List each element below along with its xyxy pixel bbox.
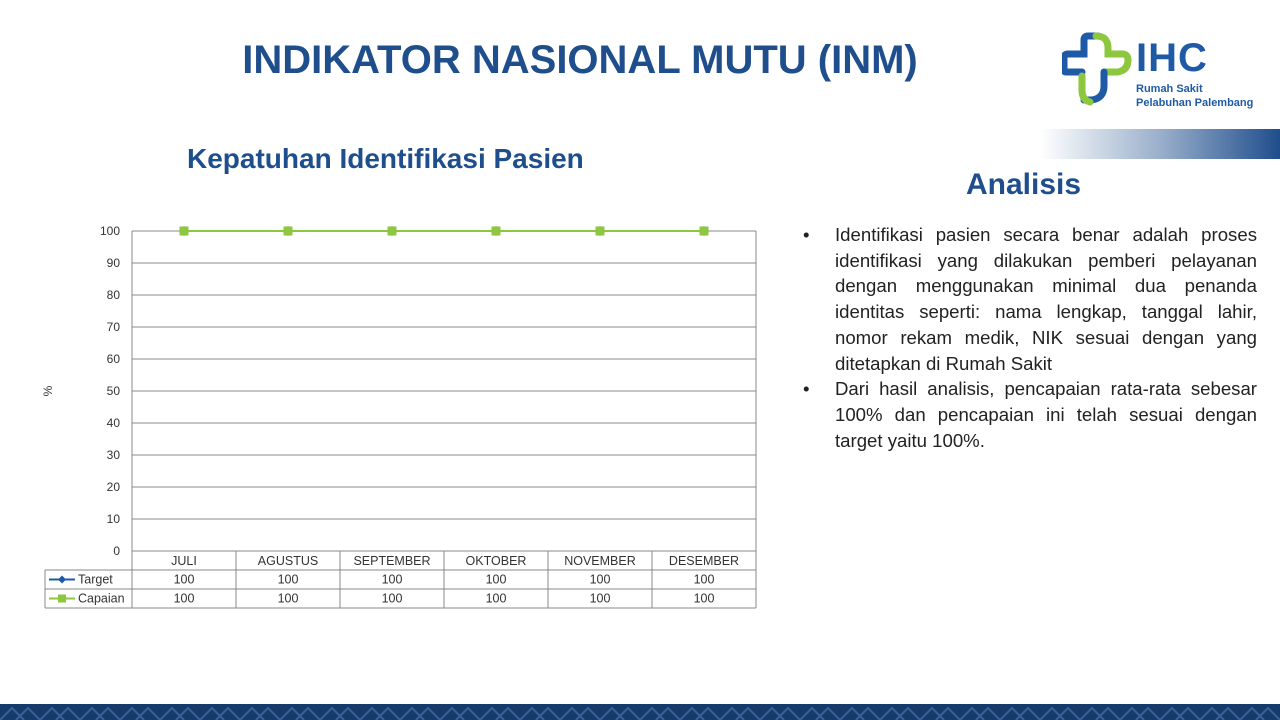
logo-name: IHC — [1136, 36, 1208, 80]
table-cell-value: 100 — [693, 572, 715, 587]
x-tick-label: OKTOBER — [465, 554, 527, 568]
x-tick-label: AGUSTUS — [257, 554, 319, 568]
x-tick-label: NOVEMBER — [564, 554, 636, 568]
data-point — [180, 227, 189, 236]
hospital-logo — [1062, 32, 1272, 116]
y-tick-label: 90 — [106, 256, 120, 270]
table-cell-value: 100 — [693, 591, 715, 606]
y-axis-label: % — [41, 385, 55, 397]
analysis-list — [803, 222, 1257, 453]
table-cell-value: 100 — [277, 572, 299, 587]
table-cell-value: 100 — [173, 591, 195, 606]
table-cell-value: 100 — [381, 591, 403, 606]
y-tick-label: 100 — [99, 224, 120, 238]
table-cell-value: 100 — [589, 572, 611, 587]
footer-pattern — [0, 704, 1280, 720]
y-tick-label: 50 — [106, 384, 120, 398]
chart-title: Kepatuhan Identifikasi Pasien — [187, 143, 584, 174]
x-tick-label: DESEMBER — [668, 554, 740, 568]
logo-cross-icon — [1062, 32, 1132, 106]
y-tick-label: 40 — [106, 416, 120, 430]
table-cell-value: 100 — [173, 572, 195, 587]
footer-band — [0, 704, 1280, 720]
data-point — [700, 227, 709, 236]
y-tick-label: 60 — [106, 352, 120, 366]
y-tick-label: 10 — [106, 512, 120, 526]
data-point — [492, 227, 501, 236]
analysis-point-2: • Dari hasil analisis, pencapaian rata-rata sebesar 100% dan pencapaian ini telah sesuai dengan target yaitu 100%. — [803, 376, 1257, 453]
legend-marker — [58, 595, 66, 603]
data-point — [388, 227, 397, 236]
y-tick-label: 20 — [106, 480, 120, 494]
y-tick-label: 30 — [106, 448, 120, 462]
data-point — [596, 227, 605, 236]
logo-subtitle-2: Pelabuhan Palembang — [1136, 97, 1254, 109]
legend-label: Capaian — [78, 591, 125, 606]
table-cell-value: 100 — [485, 591, 507, 606]
data-point — [284, 227, 293, 236]
table-cell-value: 100 — [589, 591, 611, 606]
legend-marker — [58, 576, 66, 584]
y-tick-label: 80 — [106, 288, 120, 302]
table-cell-value: 100 — [381, 572, 403, 587]
y-tick-label: 70 — [106, 320, 120, 334]
analysis-title: Analisis — [966, 168, 1082, 201]
decorative-gradient-bar — [1040, 129, 1280, 159]
table-cell-value: 100 — [485, 572, 507, 587]
x-tick-label: JULI — [171, 554, 197, 568]
analysis-point-1: • Identifikasi pasien secara benar adalah proses identifikasi yang dilakukan pemberi pelayanan dengan menggunakan minimal dua penanda identitas seperti: nama lengkap, tanggal lahir, nomor rekam medik, NIK sesuai dengan yang ditetapkan di Rumah Sakit — [803, 222, 1257, 376]
y-tick-label: 0 — [113, 544, 120, 558]
table-cell-value: 100 — [277, 591, 299, 606]
legend-label: Target — [78, 572, 113, 587]
logo-subtitle-1: Rumah Sakit — [1136, 83, 1203, 95]
x-tick-label: SEPTEMBER — [353, 554, 431, 568]
slide-title: INDIKATOR NASIONAL MUTU (INM) — [242, 38, 918, 82]
line-chart — [0, 200, 780, 620]
